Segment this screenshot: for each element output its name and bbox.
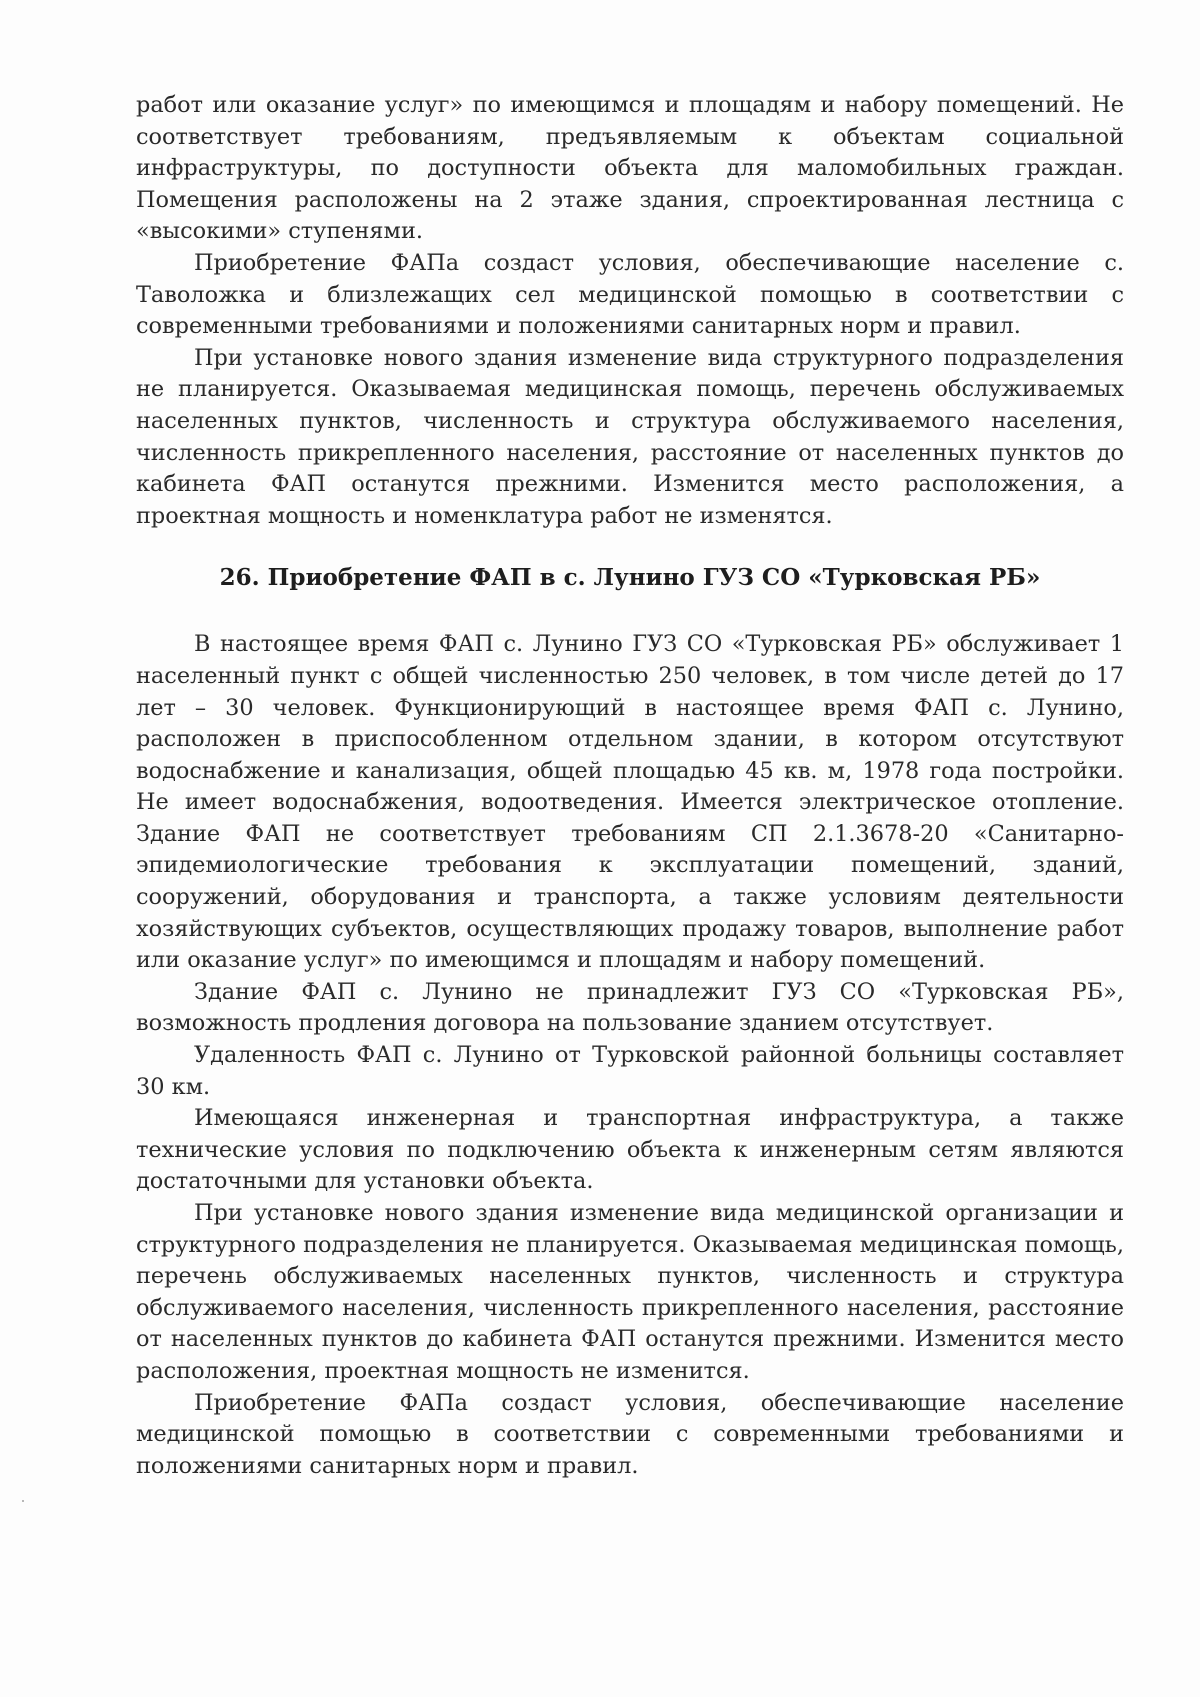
scan-speck <box>22 1500 24 1502</box>
paragraph-current-state: В настоящее время ФАП с. Лунино ГУЗ СО «Турковская РБ» обслуживает 1 населенный пункт с общей численностью 250 человек, в том числе детей до 17 лет – 30 человек. Функционирующий в настоящее время ФАП с. Лунино, расположен в приспособленном отдельном здании, в котором отсутствуют водоснабжение и канализация, общей площадью 45 кв. м, 1978 года постройки. Не имеет водоснабжения, водоотведения. Имеется электрическое отопление. Здание ФАП не соответствует требованиям СП 2.1.3678-20 «Санитарно-эпидемиологические требования к эксплуатации помещений, зданий, сооружений, оборудования и транспорта, а также условиям деятельности хозяйствующих субъектов, осуществляющих продажу товаров, выполнение работ или оказание услуг» по имеющимся и площадям и набору помещений. <box>136 631 1124 974</box>
paragraph-conclusion: Приобретение ФАПа создаст условия, обеспечивающие население медицинской помощью в соответствии с современными требованиями и положениями санитарных норм и правил. <box>136 1389 1124 1479</box>
paragraph-tavolozhka-acquisition: Приобретение ФАПа создаст условия, обеспечивающие население с. Таволожка и близлежащих сел медицинской помощью в соответствии с современными требованиями и положениями санитарных норм и правил. <box>136 249 1124 340</box>
document-body <box>136 90 1124 1482</box>
paragraph-structural-change: При установке нового здания изменение вида структурного подразделения не планируется. Оказываемая медицинская помощь, перечень обслуживаемых населенных пунктов, численность и структура обслуживаемого населения, численность прикрепленного населения, расстояние от населенных пунктов до кабинета ФАП останутся прежними. Изменится место расположения, а проектная мощность и номенклатура работ не изменятся. <box>136 344 1124 529</box>
paragraph-continuation: работ или оказание услуг» по имеющимся и площадям и набору помещений. Не соответствует требованиям, предъявляемым к объектам социальной инфраструктуры, по доступности объекта для маломобильных граждан. Помещения расположены на 2 этаже здания, спроектированная лестница с «высокими» ступенями. <box>136 92 1124 245</box>
paragraph-ownership: Здание ФАП с. Лунино не принадлежит ГУЗ СО «Турковская РБ», возможность продления договора на пользование зданием отсутствует. <box>136 978 1124 1037</box>
paragraph-infrastructure: Имеющаяся инженерная и транспортная инфраструктура, а также технические условия по подключению объекта к инженерным сетям являются достаточными для установки объекта. <box>136 1105 1124 1195</box>
section-heading: 26. Приобретение ФАП в с. Лунино ГУЗ СО «Турковская РБ» <box>219 564 1041 592</box>
paragraph-no-change: При установке нового здания изменение вида медицинской организации и структурного подразделения не планируется. Оказываемая медицинская помощь, перечень обслуживаемых населенных пунктов, численность и структура обслуживаемого населения, численность прикрепленного населения, расстояние от населенных пунктов до кабинета ФАП останутся прежними. Изменится место расположения, проектная мощность не изменится. <box>136 1200 1124 1384</box>
paragraph-distance: Удаленность ФАП с. Лунино от Турковской районной больницы составляет 30 км. <box>136 1042 1124 1100</box>
